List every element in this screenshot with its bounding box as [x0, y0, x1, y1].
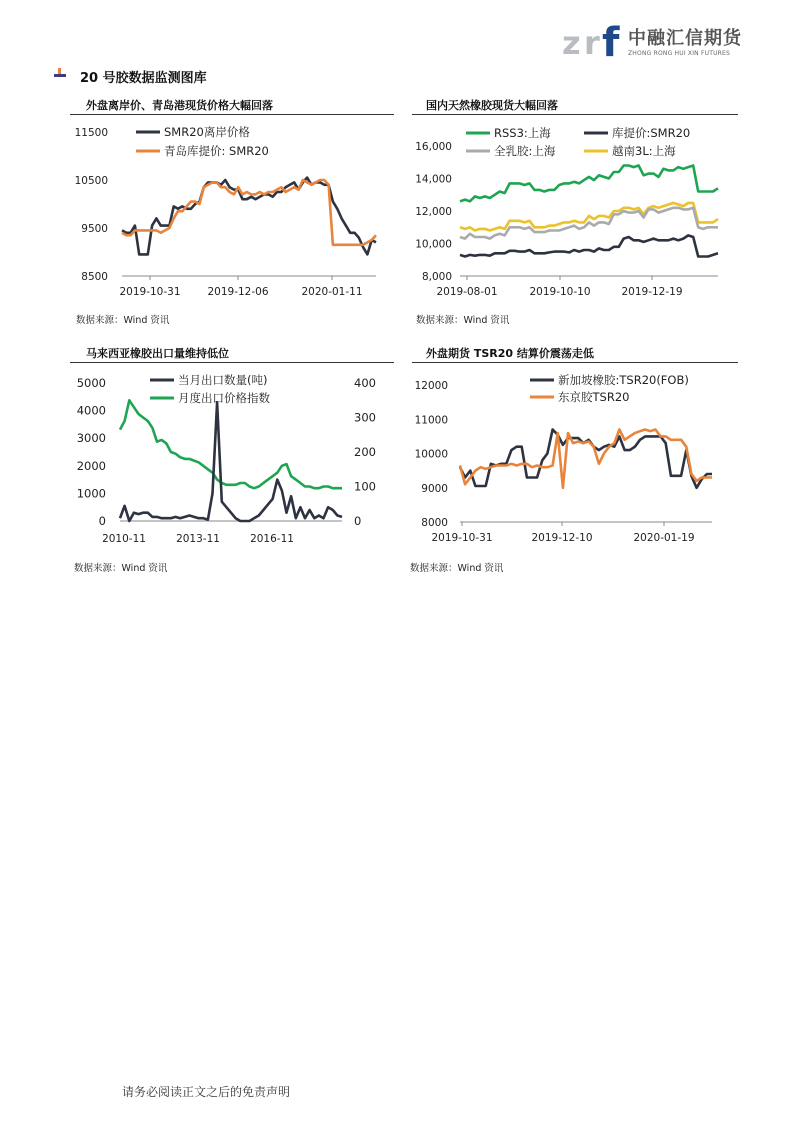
x-tick-label: 2019-12-19	[621, 286, 683, 298]
data-source: 数据来源：Wind 资讯	[410, 563, 504, 574]
x-tick-label: 2020-01-19	[633, 532, 695, 544]
data-source: 数据来源：Wind 资讯	[74, 563, 168, 574]
y-tick-label-left: 4000	[76, 403, 106, 418]
series-line	[122, 178, 376, 255]
series-line	[460, 235, 718, 256]
divider	[412, 362, 738, 363]
x-tick-label: 2019-12-10	[531, 532, 593, 544]
x-tick-label: 2019-10-31	[119, 286, 181, 298]
chart-malaysia-export	[70, 366, 390, 556]
series-line	[460, 430, 712, 488]
y-tick-label: 9500	[81, 223, 108, 235]
legend-label: 全乳胶:上海	[494, 144, 556, 158]
x-tick-label: 2019-12-06	[207, 286, 269, 298]
series-line	[460, 430, 712, 488]
y-tick-label-right: 200	[354, 445, 376, 459]
x-tick-label: 2019-10-10	[529, 286, 591, 298]
y-tick-label: 8500	[81, 271, 108, 283]
data-source: 数据来源：Wind 资讯	[76, 315, 170, 326]
x-tick-label: 2016-11	[250, 533, 294, 545]
y-tick-label-left: 1000	[76, 486, 106, 501]
x-tick-label: 2019-10-31	[431, 532, 493, 544]
y-tick-label-left: 2000	[76, 458, 106, 473]
y-tick-label: 12000	[414, 380, 448, 392]
svg-text:r: r	[584, 24, 600, 62]
legend-label: 新加坡橡胶:TSR20(FOB)	[558, 373, 689, 387]
y-tick-label: 12,000	[415, 206, 452, 218]
legend-label: 东京胶TSR20	[558, 390, 630, 404]
series-line	[120, 400, 342, 488]
panel-title-2: 国内天然橡胶现货大幅回落	[426, 99, 558, 112]
x-tick-label: 2010-11	[102, 533, 146, 545]
chart-tsr20-futures	[410, 366, 740, 556]
panel-title-4: 外盘期货 TSR20 结算价震荡走低	[426, 347, 594, 360]
series-line	[460, 208, 718, 239]
disclaimer-footer: 请务必阅读正文之后的免责声明	[122, 1085, 291, 1099]
legend-label: 库提价:SMR20	[612, 126, 691, 140]
y-tick-label-right: 0	[354, 514, 362, 528]
y-tick-label: 9000	[421, 482, 448, 495]
chart-domestic-spot	[410, 118, 740, 308]
panel-title-3: 马来西亚橡胶出口量维持低位	[86, 347, 229, 360]
y-tick-label: 16,000	[415, 141, 452, 153]
logo-text: 中融汇信期货	[628, 28, 742, 49]
x-tick-label: 2013-11	[176, 533, 220, 545]
legend-label: SMR20离岸价格	[164, 125, 250, 139]
y-tick-label: 10,000	[415, 238, 452, 251]
series-line	[460, 166, 718, 202]
divider	[70, 362, 394, 363]
section-title: 20 号胶数据监测图库	[80, 71, 207, 86]
y-tick-label: 14,000	[415, 173, 452, 186]
chart-offshore-qingdao	[70, 118, 390, 308]
x-tick-label: 2020-01-11	[301, 286, 363, 298]
y-tick-label: 8,000	[421, 271, 452, 283]
panel-title-1: 外盘离岸价、青岛港现货价格大幅回落	[86, 99, 273, 112]
y-tick-label-left: 0	[98, 514, 106, 528]
y-tick-label: 10500	[74, 175, 108, 187]
legend-label: 青岛库提价: SMR20	[164, 144, 269, 158]
bullet-icon	[54, 68, 68, 80]
y-tick-label-left: 5000	[76, 376, 106, 390]
x-tick-label: 2019-08-01	[436, 286, 498, 298]
y-tick-label: 10000	[414, 448, 448, 461]
y-tick-label-right: 100	[354, 479, 376, 494]
y-tick-label: 11000	[414, 414, 448, 427]
y-tick-label-right: 300	[354, 410, 376, 425]
divider	[412, 114, 738, 115]
series-line	[120, 402, 342, 521]
svg-text:z: z	[562, 24, 581, 62]
data-source: 数据来源：Wind 资讯	[416, 315, 510, 326]
divider	[70, 114, 394, 115]
legend-label: 月度出口价格指数	[178, 391, 270, 405]
y-tick-label: 8000	[421, 517, 448, 529]
svg-text:f: f	[602, 20, 620, 64]
legend-label: RSS3:上海	[494, 126, 551, 140]
legend-label: 当月出口数量(吨)	[178, 373, 268, 387]
y-tick-label: 11500	[74, 127, 108, 139]
logo-subtitle: ZHONG RONG HUI XIN FUTURES	[628, 50, 731, 57]
y-tick-label-left: 3000	[76, 431, 106, 446]
y-tick-label-right: 400	[354, 376, 376, 390]
legend-label: 越南3L:上海	[612, 144, 676, 158]
